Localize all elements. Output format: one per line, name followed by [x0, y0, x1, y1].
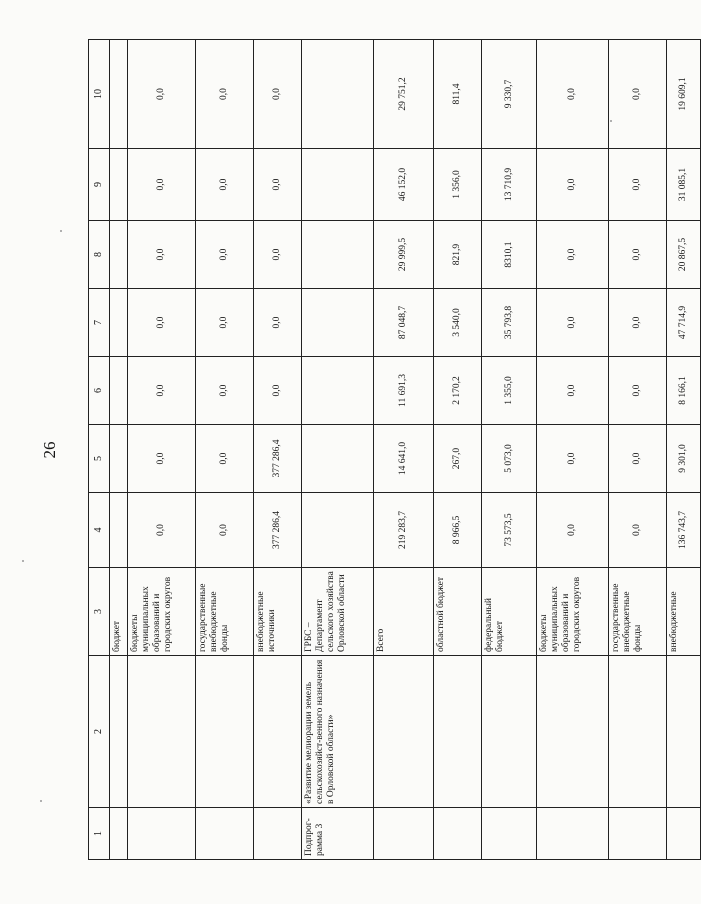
value-cell: 46 152,0: [374, 149, 434, 221]
value-cell: 0,0: [609, 221, 667, 289]
value-cell: 0,0: [196, 289, 254, 357]
column-header: 5: [89, 425, 110, 493]
value-cell: 0,0: [609, 425, 667, 493]
value-cell: 0,0: [254, 357, 302, 425]
funding-source-cell: бюджеты муниципальных образований и городских округов: [128, 568, 196, 656]
value-cell: 73 573,5: [482, 493, 537, 568]
value-cell: [110, 493, 128, 568]
value-cell: [302, 289, 374, 357]
value-cell: [302, 425, 374, 493]
column-header: 9: [89, 149, 110, 221]
program-name-cell: [434, 656, 482, 808]
row-label-cell: [374, 808, 434, 860]
program-name-cell: [482, 656, 537, 808]
value-cell: 0,0: [196, 425, 254, 493]
value-cell: 0,0: [537, 357, 609, 425]
table-row: [434, 40, 482, 860]
value-cell: 47 714,9: [667, 289, 701, 357]
table-row: [254, 40, 302, 860]
value-cell: 29 999,5: [374, 221, 434, 289]
value-cell: [110, 40, 128, 149]
value-cell: 219 283,7: [374, 493, 434, 568]
value-cell: 1 356,0: [434, 149, 482, 221]
value-cell: 5 073,0: [482, 425, 537, 493]
value-cell: 0,0: [254, 149, 302, 221]
value-cell: [110, 357, 128, 425]
value-cell: 31 085,1: [667, 149, 701, 221]
header-row: [89, 40, 110, 860]
value-cell: 0,0: [254, 221, 302, 289]
table-row: [374, 40, 434, 860]
program-name-cell: [196, 656, 254, 808]
value-cell: 0,0: [196, 221, 254, 289]
value-cell: 0,0: [254, 40, 302, 149]
value-cell: [110, 221, 128, 289]
value-cell: 0,0: [128, 493, 196, 568]
column-header: 10: [89, 40, 110, 149]
value-cell: 0,0: [537, 425, 609, 493]
value-cell: 0,0: [537, 40, 609, 149]
table-viewport: [88, 40, 689, 860]
value-cell: 2 170,2: [434, 357, 482, 425]
funding-source-cell: бюджеты муниципальных образований и городских округов: [537, 568, 609, 656]
value-cell: 3 540,0: [434, 289, 482, 357]
value-cell: 0,0: [537, 289, 609, 357]
column-header: 2: [89, 656, 110, 808]
row-label-cell: [254, 808, 302, 860]
value-cell: 8310,1: [482, 221, 537, 289]
table-row: [196, 40, 254, 860]
value-cell: 35 793,8: [482, 289, 537, 357]
funding-source-cell: бюджет: [110, 568, 128, 656]
row-label-cell: [609, 808, 667, 860]
value-cell: 811,4: [434, 40, 482, 149]
value-cell: 0,0: [609, 289, 667, 357]
value-cell: 821,9: [434, 221, 482, 289]
table-row: [537, 40, 609, 860]
row-label-cell: [128, 808, 196, 860]
value-cell: 8 166,1: [667, 357, 701, 425]
table-row: [302, 40, 374, 860]
value-cell: 9 330,7: [482, 40, 537, 149]
value-cell: 0,0: [196, 40, 254, 149]
funding-source-cell: внебюджетные: [667, 568, 701, 656]
funding-source-cell: федеральный бюджет: [482, 568, 537, 656]
program-name-cell: [537, 656, 609, 808]
table-row: [609, 40, 667, 860]
program-name-cell: [374, 656, 434, 808]
table-row: [482, 40, 537, 860]
row-label-cell: [537, 808, 609, 860]
value-cell: 20 867,5: [667, 221, 701, 289]
value-cell: 0,0: [196, 149, 254, 221]
value-cell: 0,0: [128, 40, 196, 149]
value-cell: [110, 425, 128, 493]
column-header: 1: [89, 808, 110, 860]
row-label-cell: [196, 808, 254, 860]
row-label-cell: [667, 808, 701, 860]
funding-source-cell: ГРБС – Департамент сельского хозяйства Орловской области: [302, 568, 374, 656]
program-name-cell: [667, 656, 701, 808]
value-cell: 0,0: [196, 357, 254, 425]
funding-source-cell: внебюджетные источники: [254, 568, 302, 656]
column-header: 6: [89, 357, 110, 425]
value-cell: [110, 289, 128, 357]
value-cell: 0,0: [537, 149, 609, 221]
row-label-cell: [434, 808, 482, 860]
value-cell: 19 609,1: [667, 40, 701, 149]
value-cell: 87 048,7: [374, 289, 434, 357]
column-header: 3: [89, 568, 110, 656]
table-row: [667, 40, 701, 860]
column-header: 4: [89, 493, 110, 568]
value-cell: 0,0: [128, 149, 196, 221]
value-cell: 267,0: [434, 425, 482, 493]
funding-source-cell: государственные внебюджетные фонды: [609, 568, 667, 656]
value-cell: 9 301,0: [667, 425, 701, 493]
value-cell: 0,0: [254, 289, 302, 357]
value-cell: 8 966,5: [434, 493, 482, 568]
value-cell: [302, 221, 374, 289]
value-cell: 11 691,3: [374, 357, 434, 425]
value-cell: 0,0: [609, 493, 667, 568]
column-header: 7: [89, 289, 110, 357]
funding-source-cell: Всего: [374, 568, 434, 656]
row-label-cell: [482, 808, 537, 860]
value-cell: 0,0: [128, 357, 196, 425]
value-cell: 14 641,0: [374, 425, 434, 493]
column-header: 8: [89, 221, 110, 289]
value-cell: 0,0: [609, 149, 667, 221]
value-cell: 377 286,4: [254, 493, 302, 568]
value-cell: 13 710,9: [482, 149, 537, 221]
funding-source-cell: государственные внебюджетные фонды: [196, 568, 254, 656]
value-cell: [110, 149, 128, 221]
budget-table: [88, 39, 701, 860]
value-cell: [302, 40, 374, 149]
row-label-cell: Подпрог-рамма 3: [302, 808, 374, 860]
funding-source-cell: областной бюджет: [434, 568, 482, 656]
rotated-table-container: [88, 40, 689, 860]
row-label-cell: [110, 808, 128, 860]
program-name-cell: [609, 656, 667, 808]
value-cell: 136 743,7: [667, 493, 701, 568]
value-cell: 0,0: [609, 357, 667, 425]
value-cell: 0,0: [537, 221, 609, 289]
value-cell: 0,0: [537, 493, 609, 568]
value-cell: [302, 357, 374, 425]
value-cell: [302, 149, 374, 221]
value-cell: 1 355,0: [482, 357, 537, 425]
value-cell: 0,0: [128, 221, 196, 289]
page-number: 26: [40, 441, 59, 459]
table-row: [110, 40, 128, 860]
program-name-cell: [254, 656, 302, 808]
value-cell: 0,0: [609, 40, 667, 149]
value-cell: 29 751,2: [374, 40, 434, 149]
value-cell: 0,0: [128, 425, 196, 493]
table-row: [128, 40, 196, 860]
value-cell: [302, 493, 374, 568]
value-cell: 0,0: [128, 289, 196, 357]
program-name-cell: «Развитие мелиорации земель сельскохозяйст-венного назначения в Орловской области»: [302, 656, 374, 808]
program-name-cell: [128, 656, 196, 808]
program-name-cell: [110, 656, 128, 808]
value-cell: 0,0: [196, 493, 254, 568]
value-cell: 377 286,4: [254, 425, 302, 493]
